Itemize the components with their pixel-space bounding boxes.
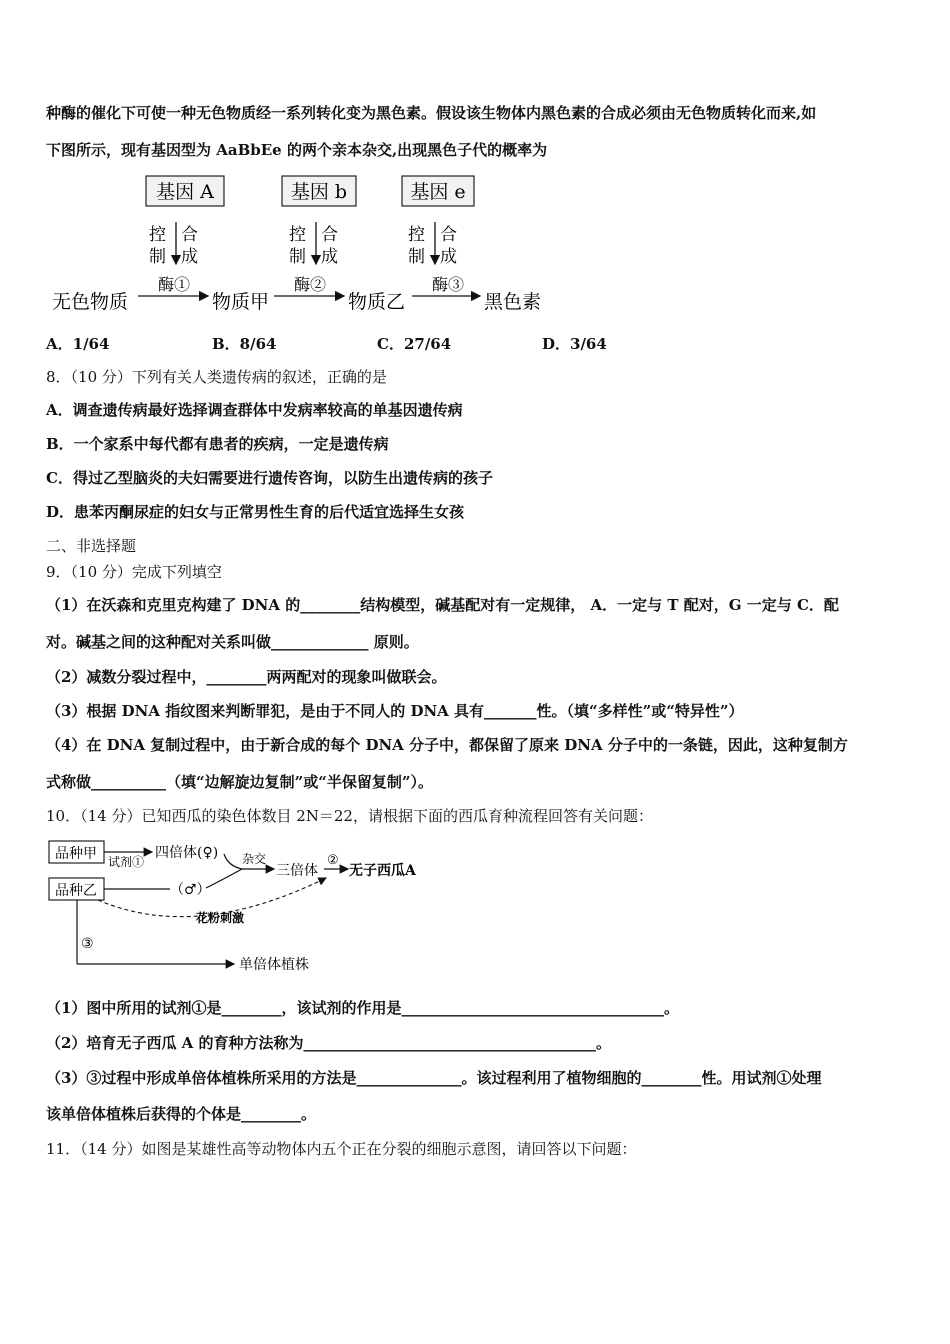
watermelon-breeding-figure	[46, 836, 446, 982]
svg-text:成: 成	[181, 247, 198, 267]
pollen-stimulation-label: 花粉刺激	[196, 911, 245, 925]
q9-part4-line2: 式称做__________（填“边解旋边复制”或“半保留复制”）。	[46, 773, 434, 791]
male-label: （♂）	[170, 882, 211, 898]
q7-option-b: B．8/64	[212, 335, 277, 353]
step-2-label: ②	[327, 853, 339, 868]
svg-text:合: 合	[440, 225, 457, 245]
q10-part1: （1）图中所用的试剂①是________，该试剂的作用是___________________________________。	[46, 999, 679, 1017]
q7-option-d: D．3/64	[542, 335, 607, 353]
triploid-label: 三倍体	[276, 863, 318, 879]
substance-yi: 物质乙	[348, 291, 406, 313]
section-heading: 二、非选择题	[46, 537, 137, 555]
q10-part3-line1: （3）③过程中形成单倍体植株所采用的方法是______________。该过程利用了植物细胞的________性。用试剂①处理	[46, 1069, 822, 1087]
svg-text:成: 成	[321, 247, 338, 267]
cross-label: 杂交	[242, 852, 267, 866]
q7-option-c: C．27/64	[377, 335, 452, 353]
variety-a-label: 品种甲	[55, 846, 97, 862]
q10-part2: （2）培育无子西瓜 A 的育种方法称为_______________________________________。	[46, 1034, 612, 1052]
svg-text:制: 制	[408, 247, 425, 267]
colorless-substance: 无色物质	[52, 291, 129, 313]
q9-part4-line1: （4）在 DNA 复制过程中，由于新合成的每个 DNA 分子中，都保留了原来 DNA 分子中的一条链，因此，这种复制方	[46, 736, 848, 754]
q10-stem: 10．（14 分）已知西瓜的染色体数目 2N＝22，请根据下面的西瓜育种流程回答有关问题：	[46, 807, 653, 825]
enzyme-2-label: 酶②	[294, 275, 327, 294]
gene-b-label: 基因 b	[290, 181, 348, 203]
haploid-plant-label: 单倍体植株	[239, 957, 309, 973]
q9-stem: 9．（10 分）完成下列填空	[46, 563, 222, 581]
q9-part2: （2）减数分裂过程中，________两两配对的现象叫做联会。	[46, 668, 447, 686]
svg-text:制: 制	[289, 247, 306, 267]
step-3-label: ③	[81, 936, 94, 952]
variety-b-label: 品种乙	[55, 883, 97, 899]
svg-text:制: 制	[149, 247, 166, 267]
enzyme-3-label: 酶③	[432, 275, 465, 294]
q8-option-b: B．一个家系中每代都有患者的疾病，一定是遗传病	[46, 435, 389, 453]
q9-part1-line1: （1）在沃森和克里克构建了 DNA 的________结构模型，碱基配对有一定规律， A．一定与 T 配对，G 一定与 C．配	[46, 596, 839, 614]
q7-option-a: A．1/64	[46, 335, 110, 353]
q7-line2: 下图所示，现有基因型为 AaBbEe 的两个亲本杂交,出现黑色子代的概率为	[46, 141, 548, 159]
gene-e-label: 基因 e	[410, 181, 466, 203]
q7-line1: 种酶的催化下可使一种无色物质经一系列转化变为黑色素。假设该生物体内黑色素的合成必须由无色物质转化而来,如	[46, 104, 817, 122]
gene-pathway-figure	[46, 170, 566, 318]
tetraploid-label: 四倍体(♀)	[155, 845, 219, 861]
svg-text:合: 合	[181, 225, 198, 245]
q9-part1-line2: 对。碱基之间的这种配对关系叫做_____________ 原则。	[46, 633, 419, 651]
q9-part3: （3）根据 DNA 指纹图来判断罪犯，是由于不同人的 DNA 具有_______性。（填“多样性”或“特异性”）	[46, 702, 744, 720]
svg-text:控: 控	[289, 225, 306, 245]
control-arrow-1	[149, 222, 198, 267]
control-arrow-3	[408, 222, 457, 267]
reagent-1-label: 试剂①	[108, 855, 145, 869]
q11-stem: 11．（14 分）如图是某雄性高等动物体内五个正在分裂的细胞示意图，请回答以下问题：	[46, 1140, 637, 1158]
svg-text:成: 成	[440, 247, 457, 267]
q8-option-d: D．患苯丙酮尿症的妇女与正常男性生育的后代适宜选择生女孩	[46, 503, 465, 521]
melanin: 黑色素	[484, 291, 542, 313]
q10-part3-line2: 该单倍体植株后获得的个体是________。	[46, 1105, 317, 1123]
gene-a-label: 基因 A	[156, 181, 214, 203]
svg-text:控: 控	[149, 225, 166, 245]
q8-option-a: A．调查遗传病最好选择调查群体中发病率较高的单基因遗传病	[46, 401, 463, 419]
enzyme-1-label: 酶①	[158, 275, 191, 294]
q8-option-c: C．得过乙型脑炎的夫妇需要进行遗传咨询，以防生出遗传病的孩子	[46, 469, 493, 487]
control-arrow-2	[289, 222, 338, 267]
q8-stem: 8．（10 分）下列有关人类遗传病的叙述，正确的是	[46, 368, 387, 386]
svg-text:合: 合	[321, 225, 338, 245]
seedless-watermelon-label: 无子西瓜A	[349, 863, 416, 879]
svg-text:控: 控	[408, 225, 425, 245]
substance-jia: 物质甲	[212, 291, 270, 313]
